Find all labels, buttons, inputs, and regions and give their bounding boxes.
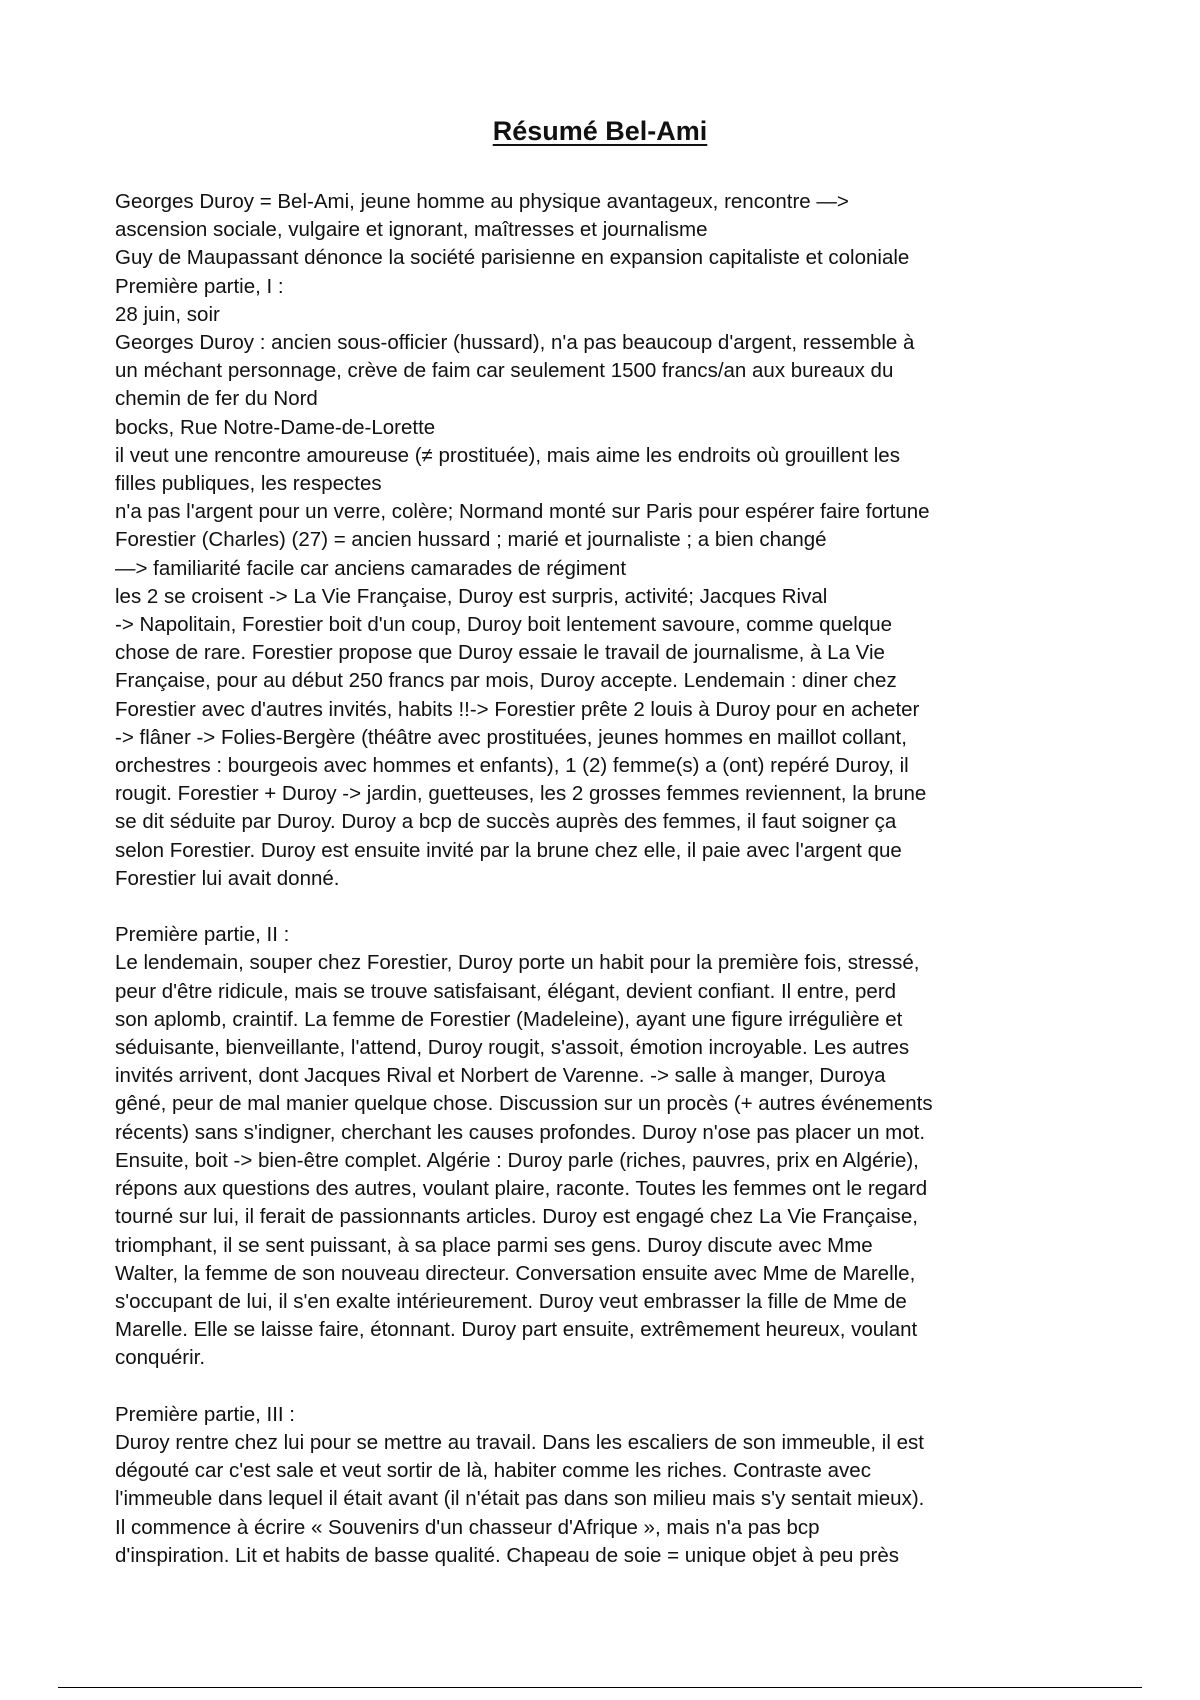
part2-line: peur d'être ridicule, mais se trouve satisfaisant, élégant, devient confiant. Il entre, perd — [115, 979, 897, 1003]
intro-line: ascension sociale, vulgaire et ignorant, maîtresses et journalisme — [115, 218, 708, 242]
part1-line: selon Forestier. Duroy est ensuite invité par la brune chez elle, il paie avec l'argent que — [115, 838, 902, 862]
part2-line: conquérir. — [115, 1346, 206, 1370]
paragraph-gap — [115, 893, 1095, 921]
part2-line: Marelle. Elle se laisse faire, étonnant. Duroy part ensuite, extrêmement heureux, voulant — [115, 1318, 918, 1342]
part3-line: Duroy rentre chez lui pour se mettre au travail. Dans les escaliers de son immeuble, il est — [115, 1430, 924, 1454]
part1-line: se dit séduite par Duroy. Duroy a bcp de succès auprès des femmes, il faut soigner ça — [115, 810, 897, 834]
part2-line: son aplomb, craintif. La femme de Forestier (Madeleine), ayant une figure irrégulière et — [115, 1007, 903, 1031]
part1-line: Française, pour au début 250 francs par mois, Duroy accepte. Lendemain : diner chez — [115, 669, 897, 693]
part1-line: -> Napolitain, Forestier boit d'un coup, Duroy boit lentement savoure, comme quelque — [115, 613, 893, 637]
part3-section — [115, 1401, 1095, 1570]
part3-line: Il commence à écrire « Souvenirs d'un chasseur d'Afrique », mais n'a pas bcp — [115, 1515, 820, 1539]
part1-line: 28 juin, soir — [115, 302, 220, 326]
paragraph-gap — [115, 1373, 1095, 1401]
part2-line: tourné sur lui, il ferait de passionnants articles. Duroy est engagé chez La Vie Française, — [115, 1205, 918, 1229]
part2-line: Walter, la femme de son nouveau directeur. Conversation ensuite avec Mme de Marelle, — [115, 1261, 916, 1285]
part2-line: séduisante, bienveillante, l'attend, Duroy rougit, s'assoit, émotion incroyable. Les autres — [115, 1036, 910, 1060]
part2-line: Le lendemain, souper chez Forestier, Duroy porte un habit pour la première fois, stressé, — [115, 951, 920, 975]
part2-line: gêné, peur de mal manier quelque chose. Discussion sur un procès (+ autres événements — [115, 1092, 933, 1116]
part2-line: triomphant, il se sent puissant, à sa place parmi ses gens. Duroy discute avec Mme — [115, 1233, 873, 1257]
document-body — [115, 188, 1095, 1570]
part1-line: il veut une rencontre amoureuse (≠ prostituée), mais aime les endroits où grouillent les — [115, 443, 900, 467]
part2-heading: Première partie, II : — [115, 923, 290, 947]
part3-line: dégouté car c'est sale et veut sortir de là, habiter comme les riches. Contraste avec — [115, 1459, 871, 1483]
intro-line: Guy de Maupassant dénonce la société parisienne en expansion capitaliste et coloniale — [115, 246, 910, 270]
part1-line: —> familiarité facile car anciens camarades de régiment — [115, 556, 627, 580]
part2-line: Ensuite, boit -> bien-être complet. Algérie : Duroy parle (riches, pauvres, prix en Algérie), — [115, 1148, 919, 1172]
part2-section — [115, 921, 1095, 1372]
part1-line: chemin de fer du Nord — [115, 387, 318, 411]
part1-line: orchestres : bourgeois avec hommes et enfants), 1 (2) femme(s) a (ont) repéré Duroy, il — [115, 754, 909, 778]
part1-line: -> flâner -> Folies-Bergère (théâtre avec prostituées, jeunes hommes en maillot collant, — [115, 725, 907, 749]
part3-line: l'immeuble dans lequel il était avant (il n'était pas dans son milieu mais s'y sentait mieux). — [115, 1487, 925, 1511]
part1-line: Forestier lui avait donné. — [115, 866, 340, 890]
part2-line: s'occupant de lui, il s'en exalte intérieurement. Duroy veut embrasser la fille de Mme de — [115, 1289, 907, 1313]
part1-line: Forestier avec d'autres invités, habits !!-> Forestier prête 2 louis à Duroy pour en acheter — [115, 697, 920, 721]
part3-line: d'inspiration. Lit et habits de basse qualité. Chapeau de soie = unique objet à peu près — [115, 1543, 900, 1567]
part1-line: un méchant personnage, crève de faim car seulement 1500 francs/an aux bureaux du — [115, 359, 894, 383]
part1-line: bocks, Rue Notre-Dame-de-Lorette — [115, 415, 436, 439]
part1-line: Georges Duroy : ancien sous-officier (hussard), n'a pas beaucoup d'argent, ressemble à — [115, 331, 915, 355]
part2-line: répons aux questions des autres, voulant plaire, raconte. Toutes les femmes ont le regard — [115, 1177, 928, 1201]
part1-line: chose de rare. Forestier propose que Duroy essaie le travail de journalisme, à La Vie — [115, 641, 885, 665]
part1-line: rougit. Forestier + Duroy -> jardin, guetteuses, les 2 grosses femmes reviennent, la brune — [115, 782, 927, 806]
part1-heading: Première partie, I : — [115, 274, 284, 298]
part3-heading: Première partie, III : — [115, 1402, 296, 1426]
intro-line: Georges Duroy = Bel-Ami, jeune homme au physique avantageux, rencontre —> — [115, 190, 849, 213]
part2-line: invités arrivent, dont Jacques Rival et Norbert de Varenne. -> salle à manger, Duroya — [115, 1064, 886, 1088]
part1-line: n'a pas l'argent pour un verre, colère; Normand monté sur Paris pour espérer faire fortune — [115, 500, 930, 524]
part1-section — [115, 273, 1095, 893]
part1-line: les 2 se croisent -> La Vie Française, Duroy est surpris, activité; Jacques Rival — [115, 584, 828, 608]
page-title: Résumé Bel-Ami — [492, 116, 708, 146]
part1-line: Forestier (Charles) (27) = ancien hussard ; marié et journaliste ; a bien changé — [115, 528, 827, 552]
part2-line: récents) sans s'indigner, cherchant les causes profondes. Duroy n'ose pas placer un mot. — [115, 1120, 926, 1144]
intro-section — [115, 188, 1095, 273]
footer-divider — [58, 1687, 1142, 1688]
part1-line: filles publiques, les respectes — [115, 472, 382, 496]
